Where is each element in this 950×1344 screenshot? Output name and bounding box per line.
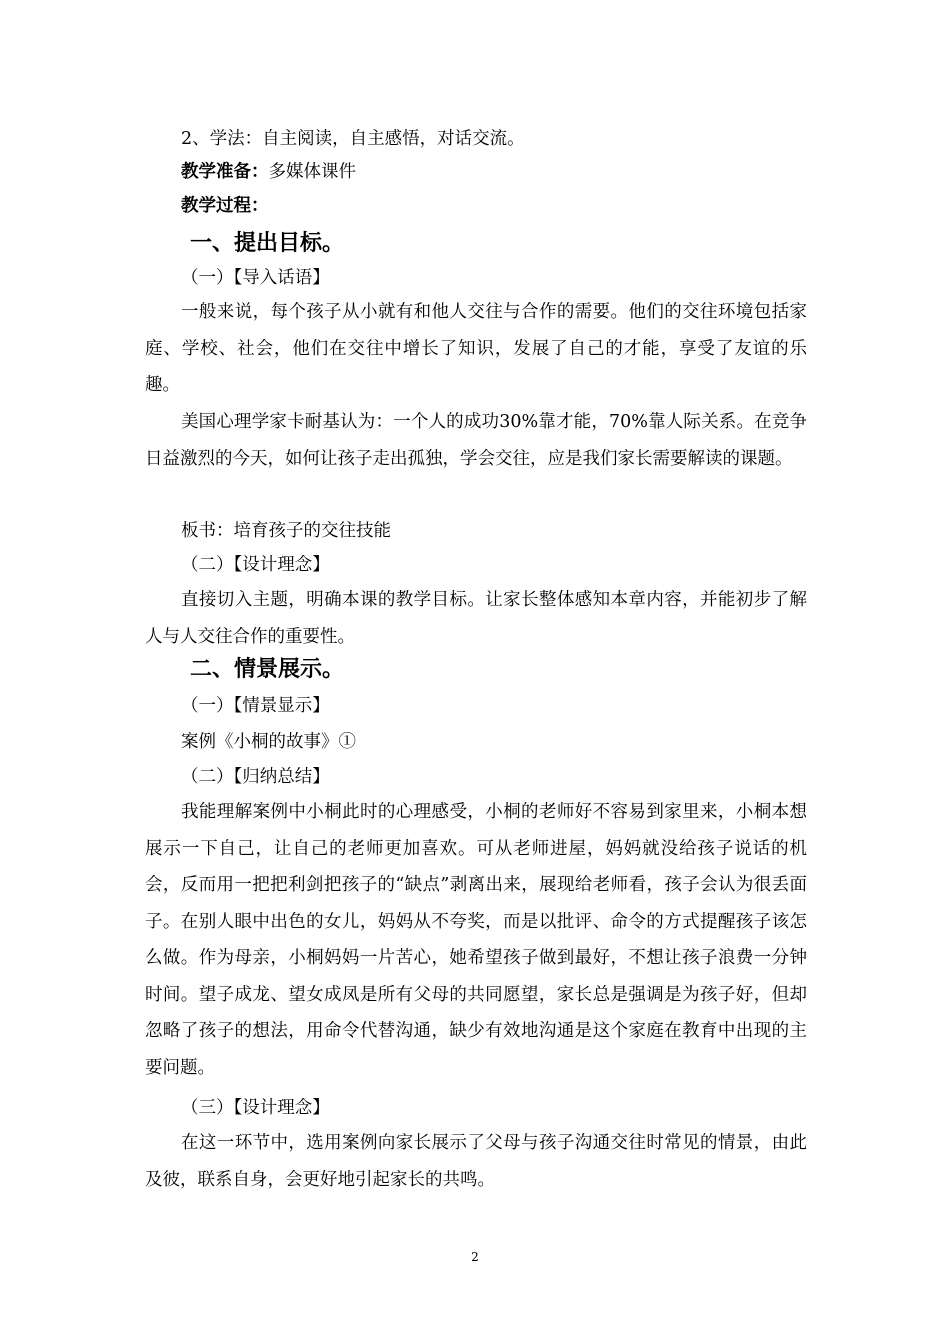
section2-design-paragraph: 在这一环节中，选用案例向家长展示了父母与孩子沟通交往时常见的情景，由此及彼，联系自身，会更好地引起家长的共鸣。	[145, 1133, 807, 1190]
intro-paragraph-1: 一般来说，每个孩子从小就有和他人交往与合作的需要。他们的交往环境包括家庭、学校、社会，他们在交往中增长了知识，发展了自己的才能，享受了友谊的乐趣。	[145, 302, 807, 395]
prep-line	[181, 161, 356, 183]
section2-heading: 二、情景展示。	[190, 657, 345, 682]
prep-label: 教学准备：	[181, 162, 269, 182]
intro-label: （一）【导入话语】	[181, 268, 330, 288]
page-number: 2	[471, 1250, 479, 1264]
case-line: 案例《小桐的故事》①	[181, 732, 356, 752]
prep-value: 多媒体课件	[268, 162, 356, 182]
section1-design-paragraph: 直接切入主题，明确本课的教学目标。让家长整体感知本章内容，并能初步了解人与人交往合作的重要性。	[145, 590, 807, 647]
section2-design-label: （三）【设计理念】	[181, 1098, 330, 1118]
summary-label: （二）【归纳总结】	[181, 767, 330, 787]
scene-label: （一）【情景显示】	[181, 696, 330, 716]
study-method-line: 2、学法：自主阅读，自主感悟，对话交流。	[181, 129, 525, 149]
process-label: 教学过程：	[181, 196, 269, 216]
summary-paragraph: 我能理解案例中小桐此时的心理感受，小桐的老师好不容易到家里来，小桐本想展示一下自己，让自己的老师更加喜欢。可从老师进屋，妈妈就没给孩子说话的机会，反而用一把把利剑把孩子的“缺点”剥离出来，展现给老师看，孩子会认为很丢面子。在别人眼中出色的女儿，妈妈从不夸奖，而是以批评、命令的方式提醒孩子该怎么做。作为母亲，小桐妈妈一片苦心，她希望孩子做到最好，不想让孩子浪费一分钟时间。望子成龙、望女成凤是所有父母的共同愿望，家长总是强调是为孩子好，但却忽略了孩子的想法，用命令代替沟通，缺少有效地沟通是这个家庭在教育中出现的主要问题。	[145, 802, 807, 1078]
board-line: 板书：培育孩子的交往技能	[181, 521, 391, 541]
section1-heading: 一、提出目标。	[190, 231, 345, 256]
section1-design-label: （二）【设计理念】	[181, 555, 330, 575]
intro-paragraph-2: 美国心理学家卡耐基认为：一个人的成功30%靠才能，70%靠人际关系。在竞争日益激烈的今天，如何让孩子走出孤独，学会交往，应是我们家长需要解读的课题。	[145, 412, 807, 469]
